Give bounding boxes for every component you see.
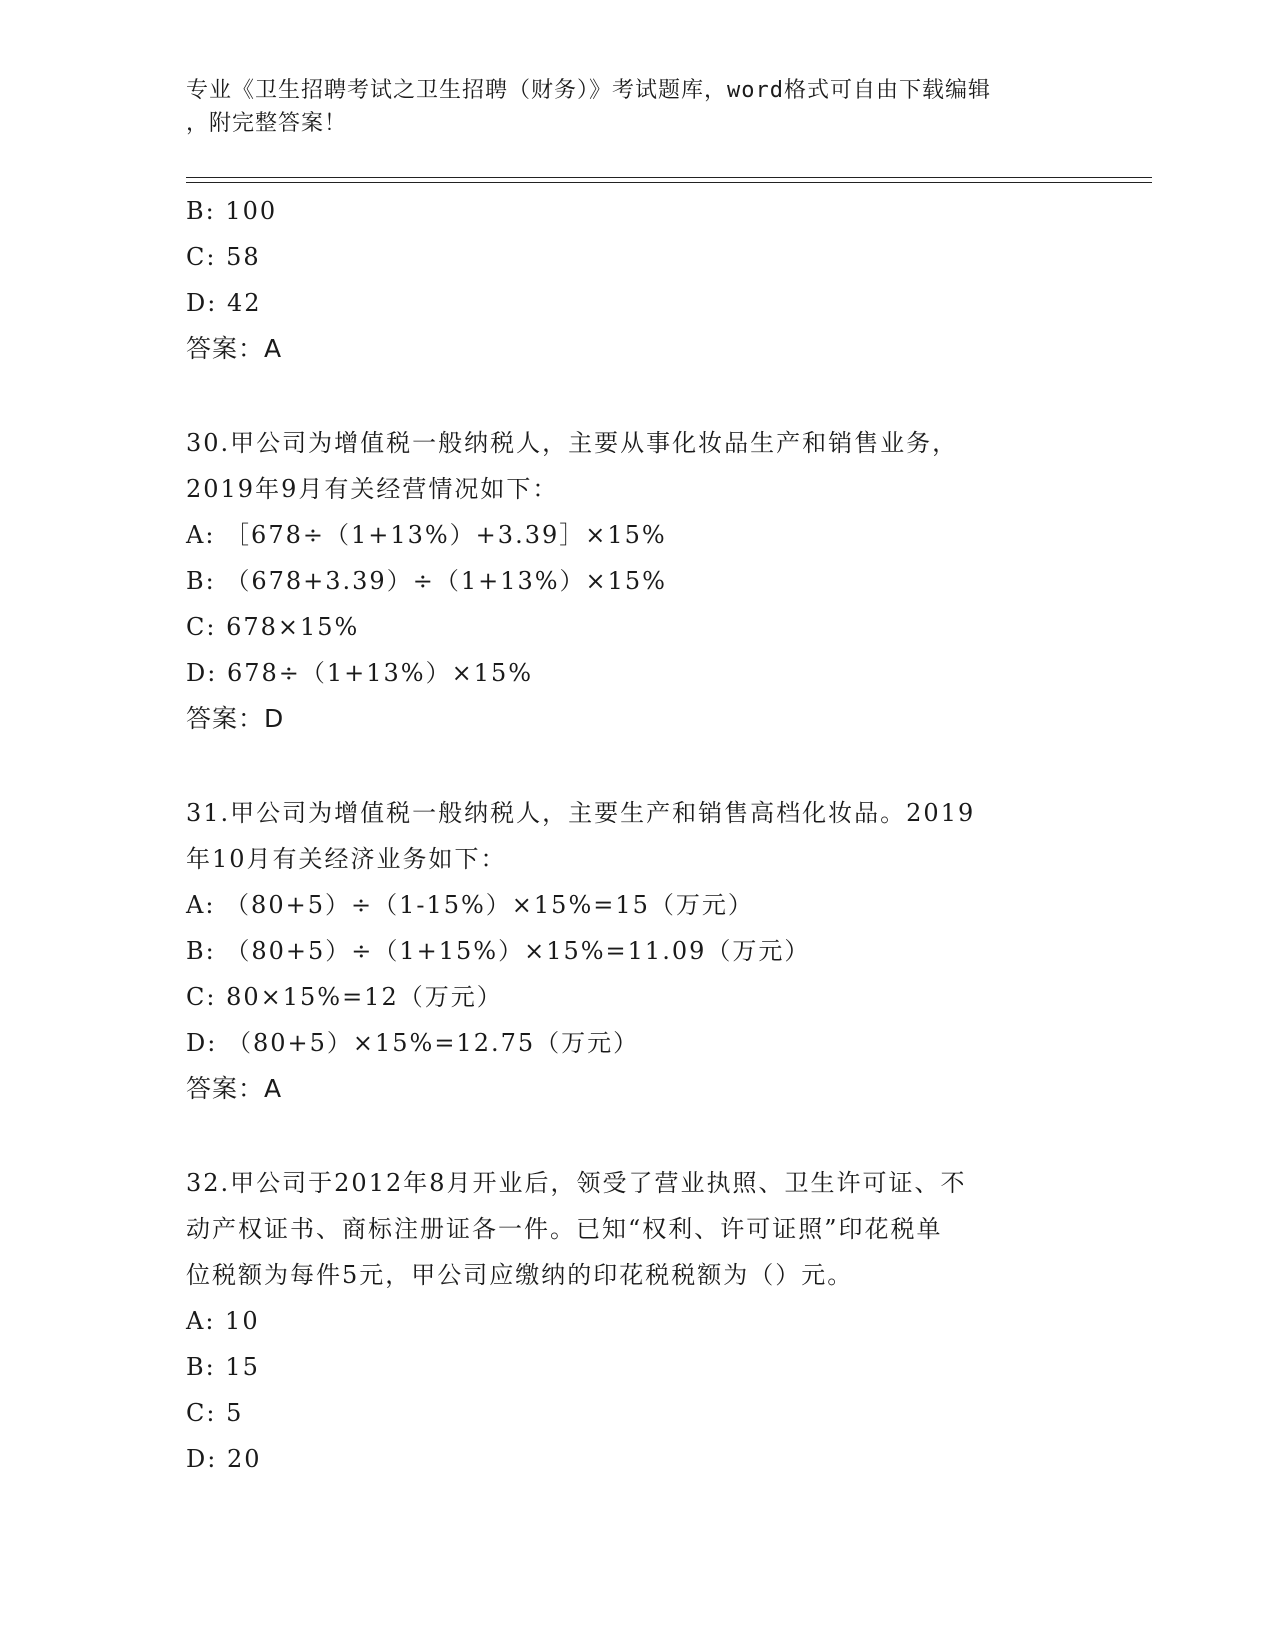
question-text-line: 年10月有关经济业务如下： bbox=[186, 845, 507, 873]
answer-line: 答案：A bbox=[186, 1074, 283, 1103]
question-31 bbox=[186, 790, 1066, 1112]
header-divider-bottom bbox=[186, 182, 1152, 183]
option-d: D: 42 bbox=[186, 289, 262, 317]
option-b: B: （678+3.39）÷（1+13%）×15% bbox=[186, 567, 667, 595]
page-header bbox=[186, 74, 1066, 140]
question-29-continued bbox=[186, 188, 1066, 372]
question-text-line: 32.甲公司于2012年8月开业后，领受了营业执照、卫生许可证、不 bbox=[186, 1169, 967, 1197]
question-text-line: 位税额为每件5元，甲公司应缴纳的印花税税额为（）元。 bbox=[186, 1261, 854, 1289]
question-text-line: 2019年9月有关经营情况如下： bbox=[186, 475, 559, 503]
option-d: D: 20 bbox=[186, 1445, 262, 1473]
question-text-line: 30.甲公司为增值税一般纳税人，主要从事化妆品生产和销售业务， bbox=[186, 429, 959, 457]
option-b: B: 100 bbox=[186, 197, 278, 225]
header-line-2: ，附完整答案！ bbox=[186, 111, 348, 136]
question-text-line: 31.甲公司为增值税一般纳税人，主要生产和销售高档化妆品。2019 bbox=[186, 799, 976, 827]
option-a: A: （80+5）÷（1-15%）×15%=15（万元） bbox=[186, 891, 754, 919]
option-d: D: 678÷（1+13%）×15% bbox=[186, 659, 534, 687]
question-32 bbox=[186, 1160, 1066, 1482]
option-b: B: 15 bbox=[186, 1353, 260, 1381]
option-a: A: ［678÷（1+13%）+3.39］×15% bbox=[186, 521, 667, 549]
option-b: B: （80+5）÷（1+15%）×15%=11.09（万元） bbox=[186, 937, 811, 965]
header-divider-top bbox=[186, 177, 1152, 178]
question-30 bbox=[186, 420, 1066, 742]
question-text-line: 动产权证书、商标注册证各一件。已知“权利、许可证照”印花税单 bbox=[186, 1215, 943, 1243]
header-line-1: 专业《卫生招聘考试之卫生招聘（财务）》考试题库，word格式可自由下载编辑 bbox=[186, 78, 991, 103]
option-a: A: 10 bbox=[186, 1307, 260, 1335]
option-d: D: （80+5）×15%=12.75（万元） bbox=[186, 1029, 640, 1057]
answer-line: 答案：A bbox=[186, 334, 283, 363]
option-c: C: 80×15%=12（万元） bbox=[186, 983, 503, 1011]
option-c: C: 5 bbox=[186, 1399, 244, 1427]
option-c: C: 678×15% bbox=[186, 613, 360, 641]
question-list bbox=[186, 188, 1066, 1482]
option-c: C: 58 bbox=[186, 243, 261, 271]
answer-line: 答案：D bbox=[186, 704, 285, 733]
